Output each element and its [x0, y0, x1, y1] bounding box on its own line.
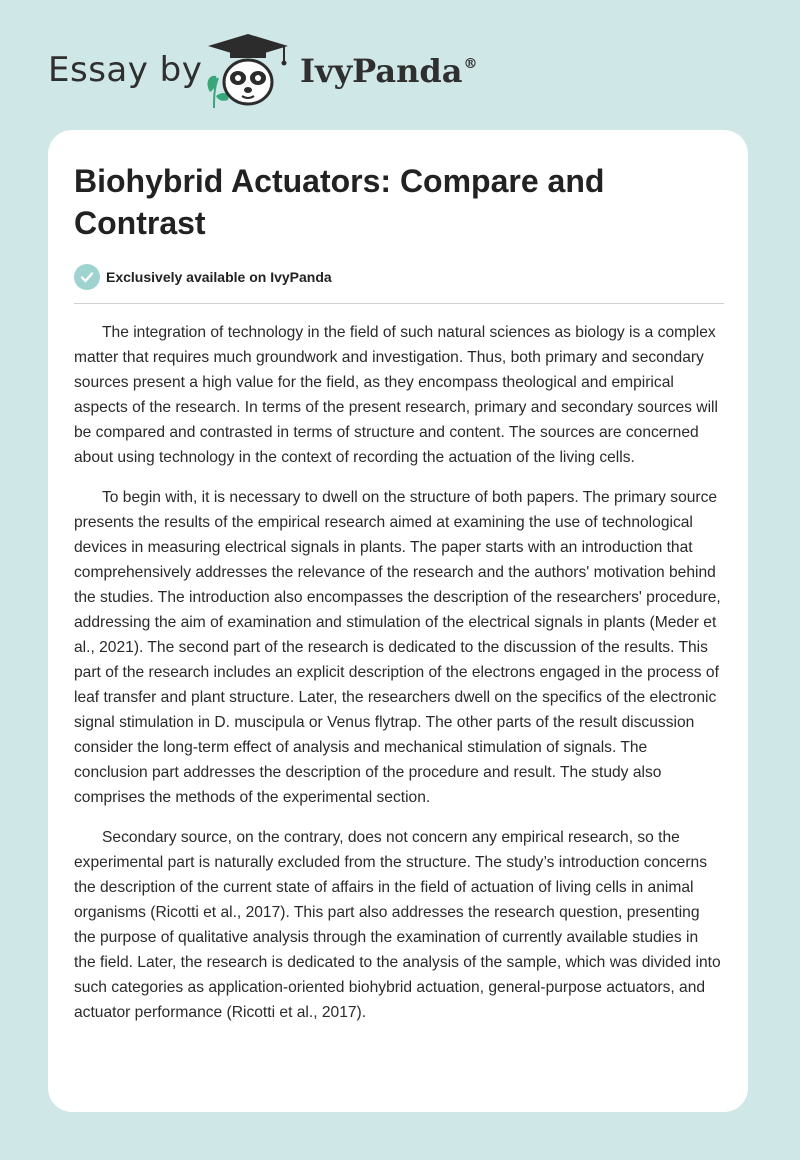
paragraph: To begin with, it is necessary to dwell on the structure of both papers. The primary source presents the results of the empirical research aimed at examining the use of technological devices in measuring electrical signals in plants. The paper starts with an introduction that comprehensively addresses the relevance of the research and the authors' motivation behind the studies. The introduction also encompasses the description of the researchers' procedure, addressing the aim of examination and stimulation of the electrical signals in plants (Meder et al., 2021). The second part of the research is dedicated to the discussion of the results. This part of the research includes an explicit description of the electrons engaged in the process of leaf transfer and plant structure. Later, the researchers dwell on the specifics of the electronic signal stimulation in D. muscipula or Venus flytrap. The other parts of the result discussion consider the long-term effect of analysis and mechanical stimulation of signals. The conclusion part addresses the description of the procedure and result. The study also comprises the methods of the experimental section. [74, 489, 721, 806]
essay-card [48, 130, 748, 1112]
registered-mark: ® [463, 56, 478, 72]
badge-text: Exclusively available on IvyPanda [106, 269, 332, 285]
paragraph: The integration of technology in the field of such natural sciences as biology is a complex matter that requires much groundwork and investigation. Thus, both primary and secondary sources present a high value for the field, as they encompass theological and empirical aspects of the research. In terms of the present research, primary and secondary sources will be compared and contrasted in terms of structure and content. The sources are concerned about using technology in the context of recording the actuation of the living cells. [74, 324, 718, 466]
check-icon [74, 264, 100, 290]
essay-body [74, 320, 724, 1040]
brand-name[interactable]: IvyPanda® [300, 52, 478, 90]
divider [74, 303, 724, 304]
exclusive-badge [74, 264, 332, 290]
page-title: Biohybrid Actuators: Compare and Contrast [74, 163, 605, 241]
panda-graduate-icon[interactable] [200, 30, 292, 110]
paragraph: Secondary source, on the contrary, does not concern any empirical research, so the experimental part is naturally excluded from the structure. The study’s introduction concerns the description of the current state of affairs in the field of actuation of living cells in animal organisms (Ricotti et al., 2017). This part also addresses the research question, presenting the purpose of qualitative analysis through the examination of currently available studies in the field. Later, the research is dedicated to the analysis of the sample, which was divided into such categories as application-oriented biohybrid actuation, general-purpose actuators, and actuator performance (Ricotti et al., 2017). [74, 829, 721, 1021]
site-header [0, 0, 800, 130]
brand-prefix: Essay by [48, 50, 203, 90]
